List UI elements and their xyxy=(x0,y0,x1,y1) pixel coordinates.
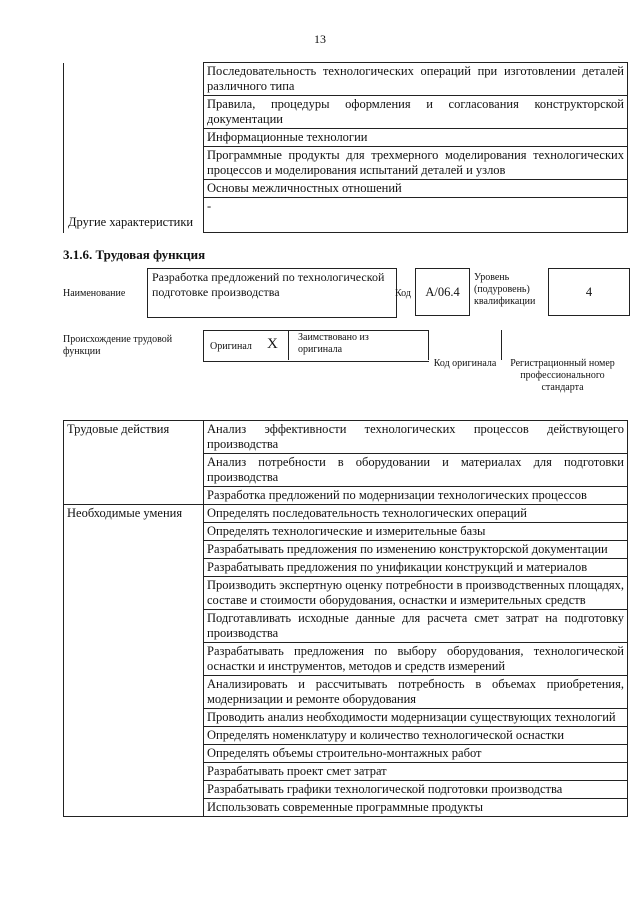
name-label: Наименование xyxy=(63,288,126,299)
skill-item: Разрабатывать графики технологической подготовки производства xyxy=(204,781,628,799)
knowledge-item: Основы межличностных отношений xyxy=(204,180,628,198)
labor-function-table xyxy=(63,420,628,817)
borrowed-label: Заимствовано из оригинала xyxy=(298,332,369,355)
code-box: A/06.4 xyxy=(415,268,470,316)
skills-label: Необходимые умения xyxy=(64,505,204,817)
skill-item: Анализировать и рассчитывать потребность в объемах приобретения, модернизации и ремонте оборудования xyxy=(204,676,628,709)
labor-action-item: Анализ потребности в оборудовании и материалах для подготовки производства xyxy=(204,454,628,487)
labor-action-item: Разработка предложений по модернизации технологических процессов xyxy=(204,487,628,505)
divider xyxy=(501,330,502,360)
page-number: 13 xyxy=(314,32,326,46)
level-box: 4 xyxy=(548,268,630,316)
left-column xyxy=(64,63,204,233)
skill-item: Определять последовательность технологических операций xyxy=(204,505,628,523)
knowledge-item: Правила, процедуры оформления и согласования конструкторской документации xyxy=(204,96,628,129)
skill-item: Производить экспертную оценку потребности в производственных площадях, составе и стоимости оборудования, оснастки и измерительных средств xyxy=(204,577,628,610)
knowledge-item: Информационные технологии xyxy=(204,129,628,147)
skill-item: Определять технологические и измерительные базы xyxy=(204,523,628,541)
skill-item: Использовать современные программные продукты xyxy=(204,799,628,817)
labor-actions-label: Трудовые действия xyxy=(64,421,204,505)
knowledge-item: Программные продукты для трехмерного моделирования технологических процессов и моделирования испытаний деталей и узлов xyxy=(204,147,628,180)
table-row xyxy=(64,421,628,454)
code-label: Код xyxy=(395,288,411,299)
skill-item: Определять объемы строительно-монтажных работ xyxy=(204,745,628,763)
other-characteristics-label: Другие характеристики xyxy=(68,214,194,229)
labor-action-item: Анализ эффективности технологических процессов действующего производства xyxy=(204,421,628,454)
skill-item: Определять номенклатуру и количество технологической оснастки xyxy=(204,727,628,745)
divider xyxy=(288,330,289,360)
original-code-label: Код оригинала xyxy=(433,358,497,369)
knowledge-continuation-table xyxy=(63,62,628,233)
knowledge-item: Последовательность технологических операций при изготовлении деталей различного типа xyxy=(204,63,628,96)
skill-item: Разрабатывать проект смет затрат xyxy=(204,763,628,781)
skill-item: Разрабатывать предложения по изменению конструкторской документации xyxy=(204,541,628,559)
registration-number-label: Регистрационный номер профессионального стандарта xyxy=(510,358,615,393)
function-name-box: Разработка предложений по технологической подготовке производства xyxy=(147,268,397,318)
skill-item: Разрабатывать предложения по унификации конструкций и материалов xyxy=(204,559,628,577)
origin-label: Происхождение трудовой функции xyxy=(63,334,173,357)
section-title: 3.1.6. Трудовая функция xyxy=(63,247,206,262)
skill-item: Разрабатывать предложения по выбору оборудования, технологической оснастки и инструментов, методов и средств измерений xyxy=(204,643,628,676)
table-row xyxy=(64,63,628,96)
skill-item: Подготавливать исходные данные для расчета смет затрат на подготовку производства xyxy=(204,610,628,643)
level-label: Уровень (подуровень) квалификации xyxy=(474,272,536,307)
original-label: Оригинал xyxy=(210,341,252,352)
skill-item: Проводить анализ необходимости модернизации существующих технологий xyxy=(204,709,628,727)
divider xyxy=(428,330,429,360)
table-row xyxy=(64,505,628,523)
original-mark: X xyxy=(267,336,278,352)
other-characteristics-value: - xyxy=(204,198,628,233)
